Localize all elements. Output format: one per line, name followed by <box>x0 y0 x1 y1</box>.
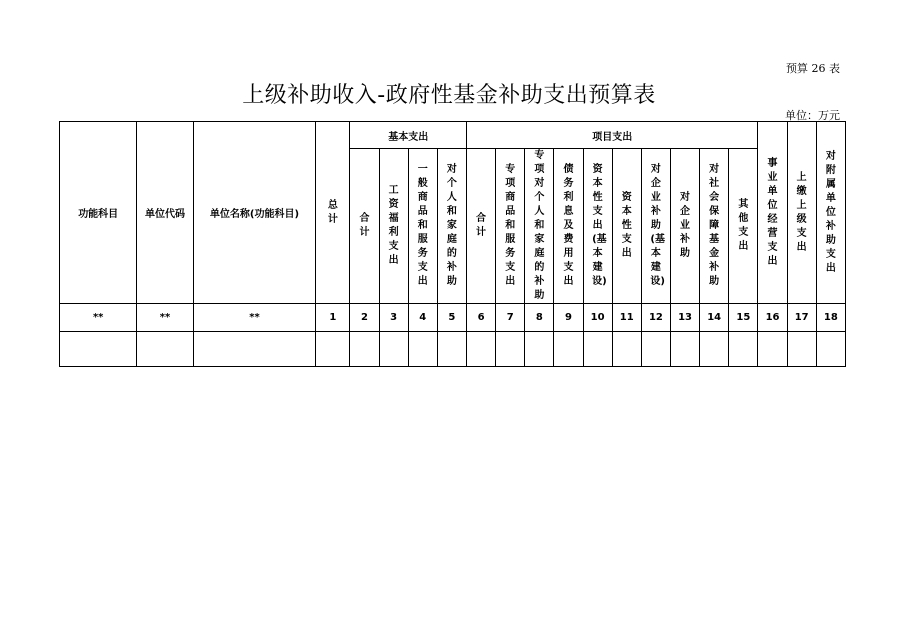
index-cell: 10 <box>583 304 612 332</box>
header-project-col: 债务利息及费用支出 <box>554 149 583 304</box>
index-cell: ** <box>137 304 193 332</box>
index-cell: 15 <box>729 304 758 332</box>
header-project-col: 对社会保障基金补助 <box>700 149 729 304</box>
index-cell: 14 <box>700 304 729 332</box>
index-cell: 9 <box>554 304 583 332</box>
form-number: 预算 26 表 <box>786 62 840 75</box>
header-function-subject: 功能科目 <box>60 122 137 304</box>
header-total: 总计 <box>316 122 350 304</box>
index-cell: 3 <box>379 304 408 332</box>
index-cell: 2 <box>350 304 379 332</box>
data-cell <box>408 332 437 367</box>
data-cell <box>60 332 137 367</box>
header-basic-col: 工资福利支出 <box>379 149 408 304</box>
header-project-col: 资本性支出(基本建设) <box>583 149 612 304</box>
data-cell <box>554 332 583 367</box>
index-cell: 6 <box>466 304 495 332</box>
header-project-col: 对企业补助(基本建设) <box>641 149 670 304</box>
header-basic-col: 合计 <box>350 149 379 304</box>
data-cell <box>583 332 612 367</box>
header-project-col: 其他支出 <box>729 149 758 304</box>
index-cell: 5 <box>437 304 466 332</box>
index-cell: 16 <box>758 304 787 332</box>
index-cell: ** <box>193 304 316 332</box>
header-project-col: 合计 <box>466 149 495 304</box>
index-row <box>60 304 846 332</box>
data-cell <box>641 332 670 367</box>
header-project-col: 专项商品和服务支出 <box>496 149 525 304</box>
data-cell <box>437 332 466 367</box>
data-cell <box>758 332 787 367</box>
data-cell <box>612 332 641 367</box>
data-cell <box>525 332 554 367</box>
header-project-col: 资本性支出 <box>612 149 641 304</box>
data-cell <box>729 332 758 367</box>
header-group-basic: 基本支出 <box>350 122 467 149</box>
index-cell: 7 <box>496 304 525 332</box>
header-unit-name: 单位名称(功能科目) <box>193 122 316 304</box>
budget-table <box>59 121 846 367</box>
data-cell <box>350 332 379 367</box>
index-cell: 18 <box>816 304 845 332</box>
data-cell <box>466 332 495 367</box>
header-basic-col: 对个人和家庭的补助 <box>437 149 466 304</box>
index-cell: 1 <box>316 304 350 332</box>
page-title: 上级补助收入-政府性基金补助支出预算表 <box>242 83 656 108</box>
data-cell <box>816 332 845 367</box>
index-cell: 13 <box>670 304 699 332</box>
index-cell: 8 <box>525 304 554 332</box>
index-cell: 17 <box>787 304 816 332</box>
data-cell <box>137 332 193 367</box>
header-unit-code: 单位代码 <box>137 122 193 304</box>
index-cell: 12 <box>641 304 670 332</box>
data-cell <box>316 332 350 367</box>
data-row <box>60 332 846 367</box>
index-cell: 4 <box>408 304 437 332</box>
data-cell <box>379 332 408 367</box>
header-group-project: 项目支出 <box>466 122 757 149</box>
data-cell <box>787 332 816 367</box>
header-affiliate-subsidy: 对附属单位补助支出 <box>816 122 845 304</box>
index-cell: ** <box>60 304 137 332</box>
index-cell: 11 <box>612 304 641 332</box>
header-upper-remit: 上缴上级支出 <box>787 122 816 304</box>
data-cell <box>670 332 699 367</box>
header-project-col: 专项对个人和家庭的补助 <box>525 149 554 304</box>
header-basic-col: 一般商品和服务支出 <box>408 149 437 304</box>
data-cell <box>496 332 525 367</box>
unit-label: 单位：万元 <box>785 109 840 122</box>
header-project-col: 对企业补助 <box>670 149 699 304</box>
data-cell <box>193 332 316 367</box>
header-business-expense: 事业单位经营支出 <box>758 122 787 304</box>
data-cell <box>700 332 729 367</box>
